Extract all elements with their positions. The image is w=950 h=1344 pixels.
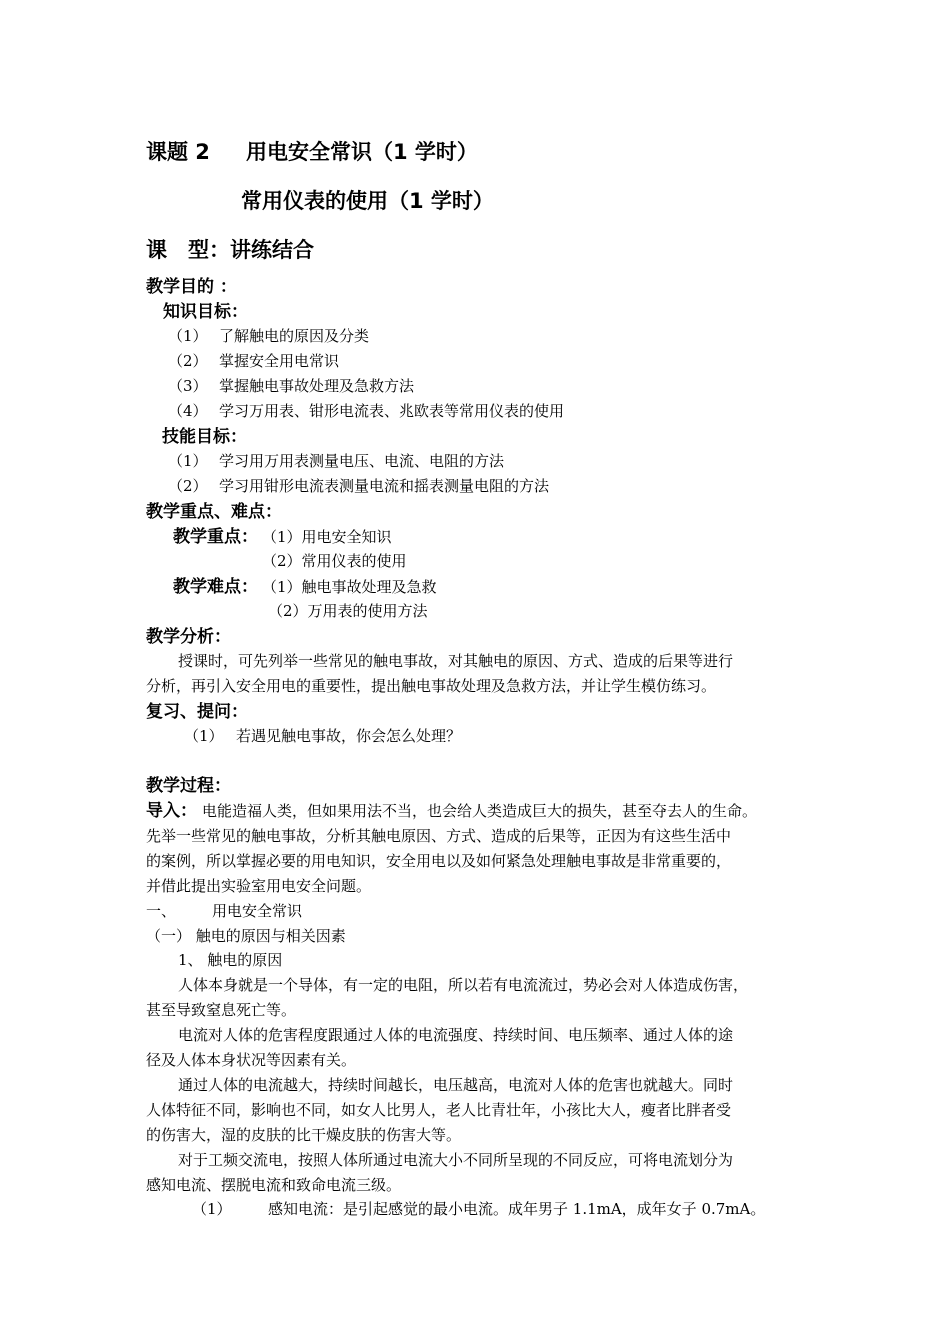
list-item-text: 感知电流：是引起感觉的最小电流。成年男子 1.1mA，成年女子 0.7mA。 <box>268 1200 766 1218</box>
body-line: 人体本身就是一个导体，有一定的电阻，所以若有电流流过，势必会对人体造成伤害， <box>178 976 749 994</box>
list-item-num: （1） <box>192 1200 232 1218</box>
knowledge-item-num: （4） <box>168 402 208 420</box>
difficulty-label: 教学难点： <box>173 577 258 597</box>
review-heading: 复习、提问： <box>146 702 248 722</box>
difficulty-item: （2）万用表的使用方法 <box>268 602 428 620</box>
intro-line: 电能造福人类，但如果用法不当，也会给人类造成巨大的损失，甚至夺去人的生命。 <box>202 802 758 820</box>
intro-line: 先举一些常见的触电事故，分析其触电原因、方式、造成的后果等，正因为有这些生活中 <box>146 827 732 845</box>
key-points-heading: 教学重点、难点： <box>146 502 282 522</box>
subsection-heading: （一） 触电的原因与相关因素 <box>146 927 346 945</box>
process-heading: 教学过程： <box>146 776 231 796</box>
skill-item-num: （1） <box>168 452 208 470</box>
knowledge-item-num: （3） <box>168 377 208 395</box>
section-1-num: 一、 <box>146 902 177 920</box>
knowledge-item-text: 学习万用表、钳形电流表、兆欧表等常用仪表的使用 <box>219 402 565 420</box>
knowledge-item-text: 掌握安全用电常识 <box>219 352 340 370</box>
skill-item-text: 学习用万用表测量电压、电流、电阻的方法 <box>219 452 505 470</box>
knowledge-item-text: 了解触电的原因及分类 <box>219 327 370 345</box>
subsection-item-heading: 1、 触电的原因 <box>178 951 283 969</box>
body-line: 对于工频交流电，按照人体所通过电流大小不同所呈现的不同反应，可将电流划分为 <box>178 1151 734 1169</box>
knowledge-item-text: 掌握触电事故处理及急救方法 <box>219 377 415 395</box>
body-line: 甚至导致窒息死亡等。 <box>146 1001 297 1019</box>
lesson-topic-1: 用电安全常识（1 学时） <box>246 140 478 164</box>
body-line: 人体特征不同，影响也不同，如女人比男人，老人比青壮年，小孩比大人，瘦者比胖者受 <box>146 1101 732 1119</box>
body-line: 径及人体本身状况等因素有关。 <box>146 1051 357 1069</box>
objectives-heading: 教学目的 ： <box>146 277 237 297</box>
difficulty-item: （1）触电事故处理及急救 <box>262 578 437 596</box>
intro-label: 导入： <box>146 801 197 821</box>
section-1-title: 用电安全常识 <box>212 902 303 920</box>
skill-item-text: 学习用钳形电流表测量电流和摇表测量电阻的方法 <box>219 477 550 495</box>
analysis-heading: 教学分析： <box>146 627 231 647</box>
body-line: 通过人体的电流越大，持续时间越长，电压越高，电流对人体的危害也就越大。同时 <box>178 1076 734 1094</box>
focus-item: （2）常用仪表的使用 <box>262 552 407 570</box>
analysis-line: 授课时，可先列举一些常见的触电事故，对其触电的原因、方式、造成的后果等进行 <box>178 652 734 670</box>
body-line: 的伤害大，湿的皮肤的比干燥皮肤的伤害大等。 <box>146 1126 462 1144</box>
lesson-type: 课 型：讲练结合 <box>146 238 314 262</box>
body-line: 感知电流、摆脱电流和致命电流三级。 <box>146 1176 402 1194</box>
intro-line: 并借此提出实验室用电安全问题。 <box>146 877 372 895</box>
knowledge-heading: 知识目标： <box>163 302 248 322</box>
skill-item-num: （2） <box>168 477 208 495</box>
knowledge-item-num: （2） <box>168 352 208 370</box>
focus-label: 教学重点： <box>173 527 258 547</box>
skill-heading: 技能目标： <box>162 427 247 447</box>
analysis-line: 分析，再引入安全用电的重要性，提出触电事故处理及急救方法，并让学生模仿练习。 <box>146 677 717 695</box>
knowledge-item-num: （1） <box>168 327 208 345</box>
review-question-text: 若遇见触电事故，你会怎么处理？ <box>236 727 462 745</box>
review-question-num: （1） <box>184 727 224 745</box>
body-line: 电流对人体的危害程度跟通过人体的电流强度、持续时间、电压频率、通过人体的途 <box>178 1026 734 1044</box>
lesson-label: 课题 2 <box>146 140 210 164</box>
intro-line: 的案例，所以掌握必要的用电知识，安全用电以及如何紧急处理触电事故是非常重要的， <box>146 852 732 870</box>
focus-item: （1）用电安全知识 <box>262 528 392 546</box>
lesson-topic-2: 常用仪表的使用（1 学时） <box>241 189 494 213</box>
